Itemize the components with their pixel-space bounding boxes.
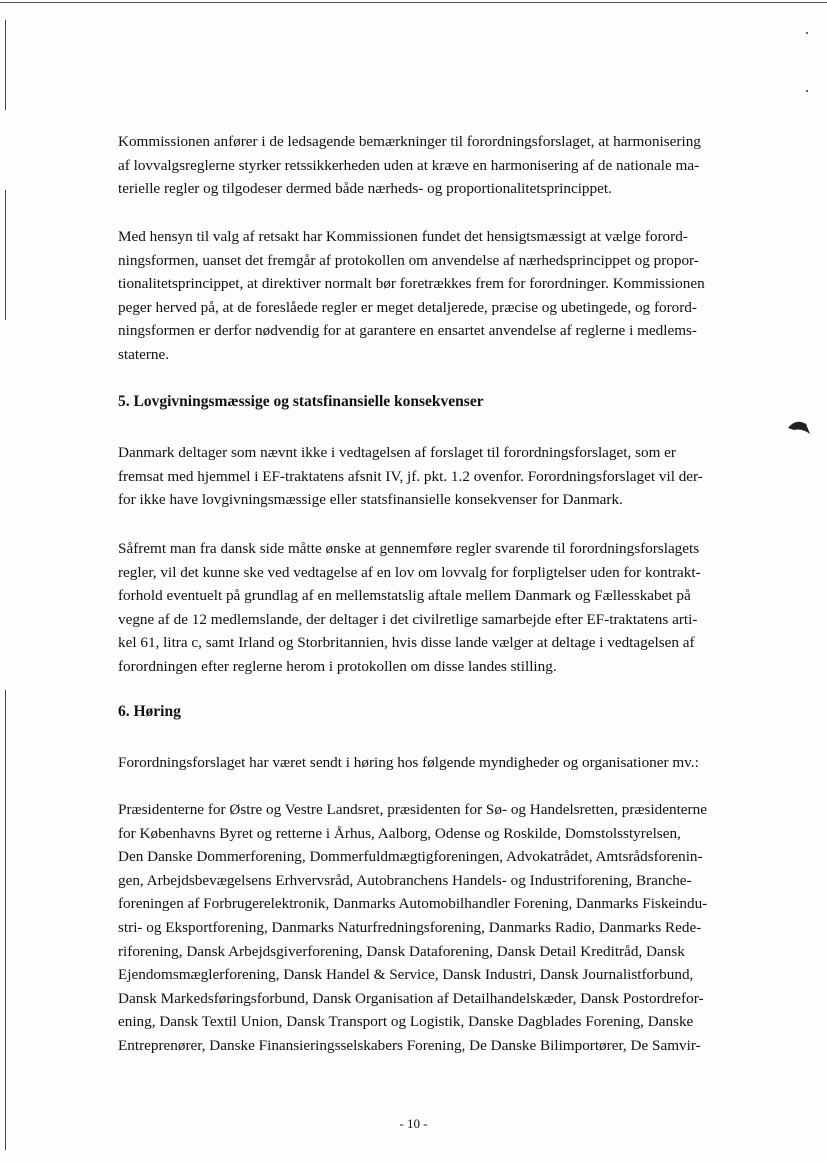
scan-top-edge xyxy=(0,2,827,3)
section-heading-5: 5. Lovgivningsmæssige og statsfinansielle konsekvenser xyxy=(118,393,484,410)
scan-speck xyxy=(806,90,808,92)
scan-left-mark xyxy=(5,690,6,1150)
scan-speck xyxy=(806,32,808,34)
page-number: - 10 - xyxy=(399,1116,428,1131)
scan-smudge-icon xyxy=(786,418,812,436)
paragraph-consultation-intro: Forordningsforslaget har været sendt i høring hos følgende myndigheder og organisationer mv.: xyxy=(118,754,699,771)
paragraph-consequences: Danmark deltager som nævnt ikke i vedtagelsen af forslaget til forordningsforslaget, som er fremsat med hjemmel i EF-traktatens afsnit IV, jf. pkt. 1.2 ovenfor. Forordningsforslaget vil der- for ikke have lovgivningsmæssige eller statsfinansielle konsekvenser for Danmark. xyxy=(118,444,703,509)
scan-left-mark xyxy=(5,190,6,320)
paragraph-subsidiarity: Kommissionen anfører i de ledsagende bemærkninger til forordningsforslaget, at harmonisering af lovvalgsreglerne styrker retssikkerheden uden at kræve en harmonisering af de nationale ma- terielle regler og tilgodeser dermed både nærheds- og proportionalitetsprincippet. xyxy=(118,133,701,198)
section-heading-6: 6. Høring xyxy=(118,703,181,720)
paragraph-implementation: Såfremt man fra dansk side måtte ønske at gennemføre regler svarende til forordningsforslagets regler, vil det kunne ske ved vedtagelse af en lov om lovvalg for forpligtelser uden for kontrakt- forhold eventuelt på grundlag af en mellemstatslig aftale mellem Danmark og Fællesskabet på vegne af de 12 medlemslande, der deltager i det civilretlige samarbejde efter EF-traktatens arti- kel 61, litra c, samt Irland og Storbritannien, hvis disse lande vælger at deltage i vedtagelsen af forordningen efter reglerne herom i protokollen om disse landes stilling. xyxy=(118,540,701,675)
paragraph-legal-instrument: Med hensyn til valg af retsakt har Kommissionen fundet det hensigtsmæssigt at vælge forord- ningsformen, uanset det fremgår af protokollen om anvendelse af nærhedsprincippet og propor- tionalitetsprincippet, at direktiver normalt bør foretrækkes frem for forordninger. Kommissionen peger herved på, at de foreslåede regler er meget detaljerede, præcise og ubetingede, og forord- ningsformen er derfor nødvendig for at garantere en ensartet anvendelse af reglerne i medlems- staterne. xyxy=(118,228,705,363)
scan-left-mark xyxy=(5,20,6,110)
paragraph-consultation-list: Præsidenterne for Østre og Vestre Landsret, præsidenten for Sø- og Handelsretten, præsidenterne for Københavns Byret og retterne i Århus, Aalborg, Odense og Roskilde, Domstolsstyrelsen, Den Danske Dommerforening, Dommerfuldmægtigforeningen, Advokatrådet, Amtsrådsforenin- gen, Arbejdsbevægelsens Erhvervsråd, Autobranchens Handels- og Industriforening, Branche- foreningen af Forbrugerelektronik, Danmarks Automobilhandler Forening, Danmarks Fiskeindu- stri- og Eksportforening, Danmarks Naturfredningsforening, Danmarks Radio, Danmarks Rede- riforening, Dansk Arbejdsgiverforening, Dansk Dataforening, Dansk Detail Kreditråd, Dansk Ejendomsmæglerforening, Dansk Handel & Service, Dansk Industri, Dansk Journalistforbund, Dansk Markedsføringsforbund, Dansk Organisation af Detailhandelskæder, Dansk Postordrefor- ening, Dansk Textil Union, Dansk Transport og Logistik, Danske Dagblades Forening, Danske Entreprenører, Danske Finansieringsselskabers Forening, De Danske Bilimportører, De Samvir- xyxy=(118,801,708,1054)
